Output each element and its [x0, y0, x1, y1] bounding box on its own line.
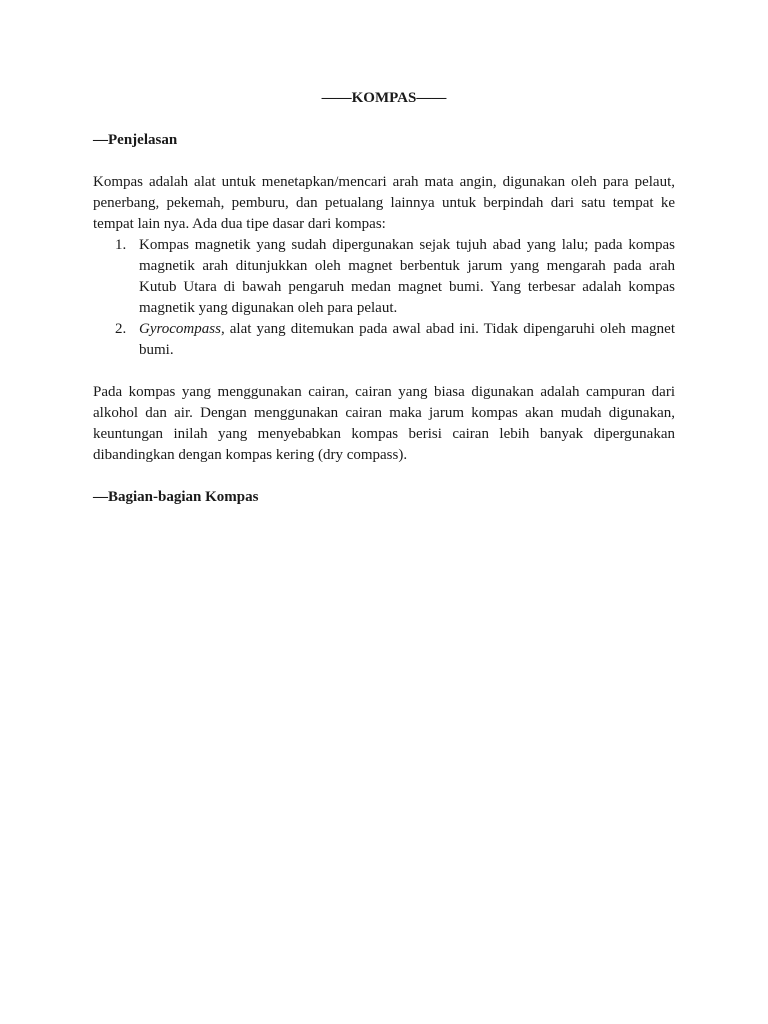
compass-types-list: [93, 235, 675, 361]
list-item: [93, 319, 675, 361]
document-title: ——KOMPAS——: [321, 90, 447, 106]
intro-paragraph: Kompas adalah alat untuk menetapkan/mencari arah mata angin, digunakan oleh para pelaut, penerbang, pekemah, pemburu, dan petualang lainnya untuk berpindah dari satu tempat ke tempat lain nya. Ada dua tipe dasar dari kompas:: [93, 174, 675, 232]
list-item-number: 2.: [115, 321, 127, 337]
list-item-italic-term: Gyrocompass: [139, 321, 221, 337]
list-item-text: Kompas magnetik yang sudah dipergunakan sejak tujuh abad yang lalu; pada kompas magnetik arah ditunjukkan oleh magnet berbentuk jarum yang mengarah pada arah Kutub Utara di bawah pengaruh medan magnet bumi. Yang terbesar adalah kompas magnetik yang digunakan oleh para pelaut.: [139, 237, 675, 316]
list-item-text: , alat yang ditemukan pada awal abad ini. Tidak dipengaruhi oleh magnet bumi.: [139, 321, 675, 358]
liquid-compass-paragraph: Pada kompas yang menggunakan cairan, cairan yang biasa digunakan adalah campuran dari alkohol dan air. Dengan menggunakan cairan maka jarum kompas akan mudah digunakan, keuntungan inilah yang menyebabkan kompas berisi cairan lebih banyak dipergunakan dibandingkan dengan kompas kering (dry compass).: [93, 384, 675, 463]
list-item-number: 1.: [115, 237, 127, 253]
list-item: [93, 235, 675, 319]
section-heading-penjelasan: —Penjelasan: [93, 132, 178, 148]
document-body: [93, 88, 675, 529]
section-heading-bagian: —Bagian-bagian Kompas: [93, 489, 259, 505]
